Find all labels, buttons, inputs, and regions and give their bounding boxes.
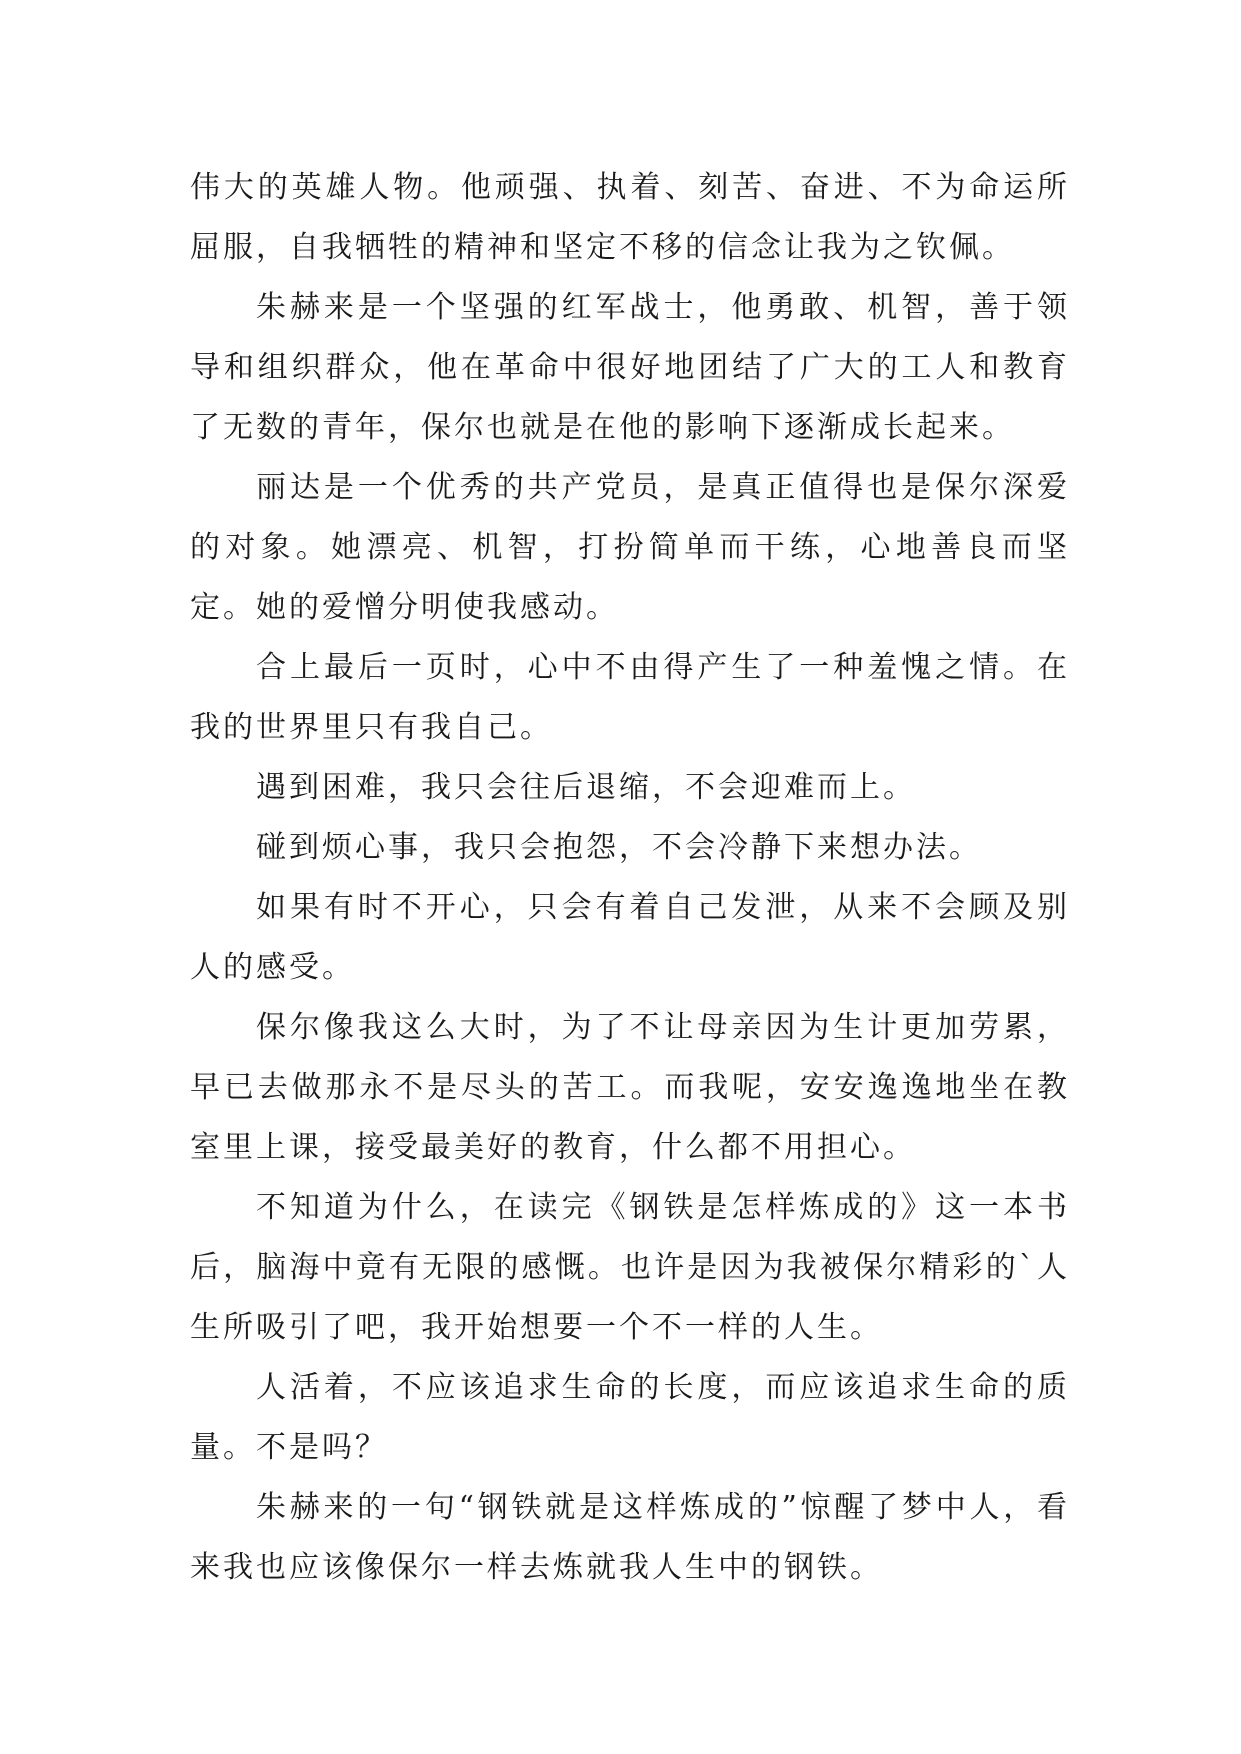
paragraph-last-page: 合上最后一页时，心中不由得产生了一种羞愧之情。在我的世界里只有我自己。 <box>190 650 1070 745</box>
document-body <box>190 158 1070 1598</box>
paragraph-lida: 丽达是一个优秀的共产党员，是真正值得也是保尔深爱的对象。她漂亮、机智，打扮简单而干练，心地善良而坚定。她的爱憎分明使我感动。 <box>190 470 1070 625</box>
paragraph-unhappy: 如果有时不开心，只会有着自己发泄，从来不会顾及别人的感受。 <box>190 890 1070 985</box>
paragraph-troubles: 碰到烦心事，我只会抱怨，不会冷静下来想办法。 <box>256 830 982 865</box>
paragraph-zhu-helai: 朱赫来是一个坚强的红军战士，他勇敢、机智，善于领导和组织群众，他在革命中很好地团结了广大的工人和教育了无数的青年，保尔也就是在他的影响下逐渐成长起来。 <box>190 290 1070 445</box>
paragraph-conclusion: 朱赫来的一句“钢铁就是这样炼成的”惊醒了梦中人，看来我也应该像保尔一样去炼就我人生中的钢铁。 <box>190 1490 1070 1585</box>
paragraph-life-quality: 人活着，不应该追求生命的长度，而应该追求生命的质量。不是吗？ <box>190 1370 1070 1465</box>
paragraph-reflection: 不知道为什么，在读完《钢铁是怎样炼成的》这一本书后，脑海中竟有无限的感慨。也许是因为我被保尔精彩的`人生所吸引了吧，我开始想要一个不一样的人生。 <box>190 1190 1070 1345</box>
paragraph-paul-age: 保尔像我这么大时，为了不让母亲因为生计更加劳累，早已去做那永不是尽头的苦工。而我呢，安安逸逸地坐在教室里上课，接受最美好的教育，什么都不用担心。 <box>190 1010 1070 1165</box>
paragraph-difficulty: 遇到困难，我只会往后退缩，不会迎难而上。 <box>256 770 916 805</box>
paragraph-continuation: 伟大的英雄人物。他顽强、执着、刻苦、奋进、不为命运所屈服，自我牺牲的精神和坚定不移的信念让我为之钦佩。 <box>190 170 1070 265</box>
